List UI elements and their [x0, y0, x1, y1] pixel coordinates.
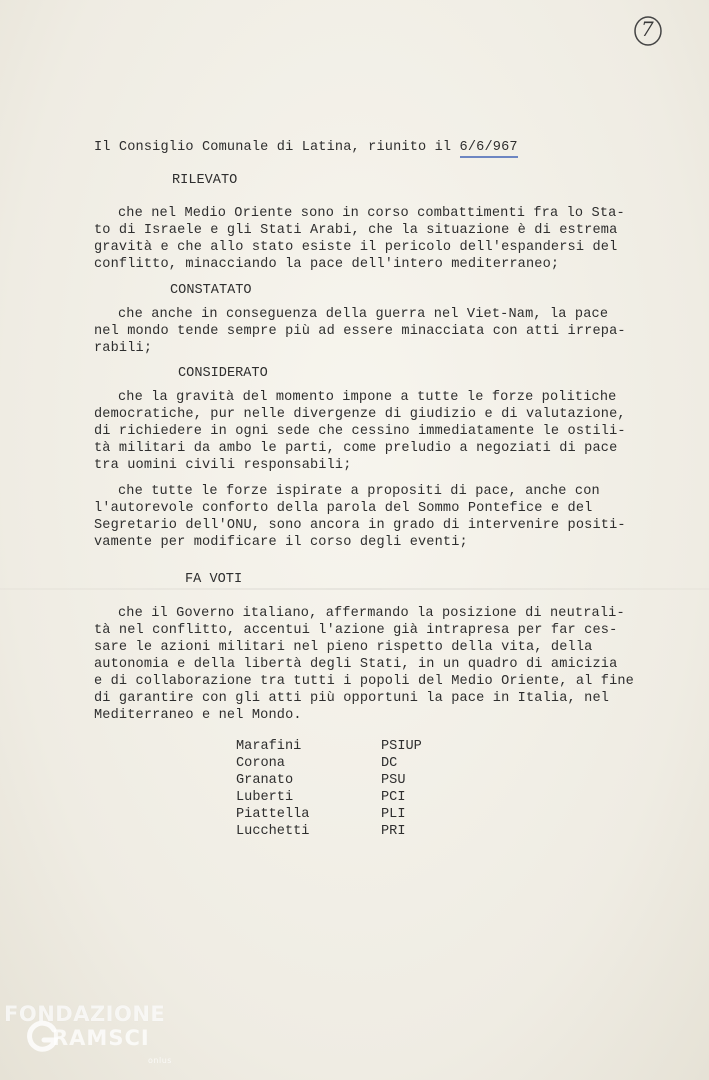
- fa-voti-line: di garantire con gli atti più opportuni la pace in Italia, nel: [94, 691, 610, 706]
- signatory-party: PSU: [381, 773, 406, 788]
- intro-text: Il Consiglio Comunale di Latina, riunito il: [94, 140, 460, 155]
- rilevato-line: che nel Medio Oriente sono in corso combattimenti fra lo Sta-: [118, 206, 625, 221]
- fa-voti-line: autonomia e della libertà degli Stati, in un quadro di amicizia: [94, 657, 618, 672]
- considerato-line: democratiche, pur nelle divergenze di giudizio e di valutazione,: [94, 407, 626, 422]
- constatato-line: rabili;: [94, 341, 153, 356]
- signatory-party: PRI: [381, 824, 406, 839]
- considerato-line: Segretario dell'ONU, sono ancora in grado di intervenire positi-: [94, 518, 626, 533]
- watermark-line1: FONDAZIONE: [4, 1002, 166, 1026]
- considerato-line: che la gravità del momento impone a tutte le forze politiche: [118, 390, 617, 405]
- considerato-line: l'autorevole conforto della parola del Sommo Pontefice e del: [94, 501, 593, 516]
- heading-rilevato: RILEVATO: [172, 173, 238, 188]
- considerato-line: tra uomini civili responsabili;: [94, 458, 352, 473]
- rilevato-line: conflitto, minacciando la pace dell'intero mediterraneo;: [94, 257, 560, 272]
- paper-fold-line: [0, 588, 709, 590]
- signatory-name: Piattella: [236, 807, 310, 822]
- fa-voti-line: che il Governo italiano, affermando la posizione di neutrali-: [118, 606, 625, 621]
- considerato-line: tà militari da ambo le parti, come preludio a negoziati di pace: [94, 441, 618, 456]
- fa-voti-line: Mediterraneo e nel Mondo.: [94, 708, 302, 723]
- fa-voti-line: tà nel conflitto, accentui l'azione già intrapresa per far ces-: [94, 623, 618, 638]
- signatory-name: Granato: [236, 773, 294, 788]
- page-number-value: 7: [641, 17, 654, 41]
- signatory-name: Corona: [236, 756, 285, 771]
- signatory-party: DC: [381, 756, 398, 771]
- signatory-party: PLI: [381, 807, 406, 822]
- constatato-line: nel mondo tende sempre più ad essere minacciata con atti irrepa-: [94, 324, 626, 339]
- heading-constatato: CONSTATATO: [170, 283, 252, 298]
- rilevato-line: gravità e che allo stato esiste il pericolo dell'espandersi del: [94, 240, 618, 255]
- signatory-party: PSIUP: [381, 739, 422, 754]
- considerato-line: che tutte le forze ispirate a propositi di pace, anche con: [118, 484, 600, 499]
- constatato-line: che anche in conseguenza della guerra nel Viet-Nam, la pace: [118, 307, 609, 322]
- signatory-name: Marafini: [236, 739, 302, 754]
- page-number: [632, 14, 664, 48]
- fa-voti-line: e di collaborazione tra tutti i popoli del Medio Oriente, al fine: [94, 674, 634, 689]
- intro-line: [94, 140, 518, 156]
- signatory-name: Lucchetti: [236, 824, 310, 839]
- rilevato-line: to di Israele e gli Stati Arabi, che la situazione è di estrema: [94, 223, 618, 238]
- considerato-line: vamente per modificare il corso degli eventi;: [94, 535, 468, 550]
- fondazione-gramsci-watermark: [4, 998, 204, 1078]
- signatory-name: Luberti: [236, 790, 294, 805]
- considerato-line: di richiedere in ogni sede che cessino immediatamente le ostili-: [94, 424, 626, 439]
- meeting-date: 6/6/967: [460, 140, 518, 158]
- watermark-line2: RAMSCI: [52, 1026, 150, 1050]
- signatory-party: PCI: [381, 790, 406, 805]
- fa-voti-line: sare le azioni militari nel pieno rispetto della vita, della: [94, 640, 593, 655]
- watermark-suffix: onlus: [148, 1056, 172, 1065]
- heading-fa-voti: FA VOTI: [185, 572, 243, 587]
- gramsci-g-logo-icon: [26, 1020, 60, 1054]
- heading-considerato: CONSIDERATO: [178, 366, 268, 381]
